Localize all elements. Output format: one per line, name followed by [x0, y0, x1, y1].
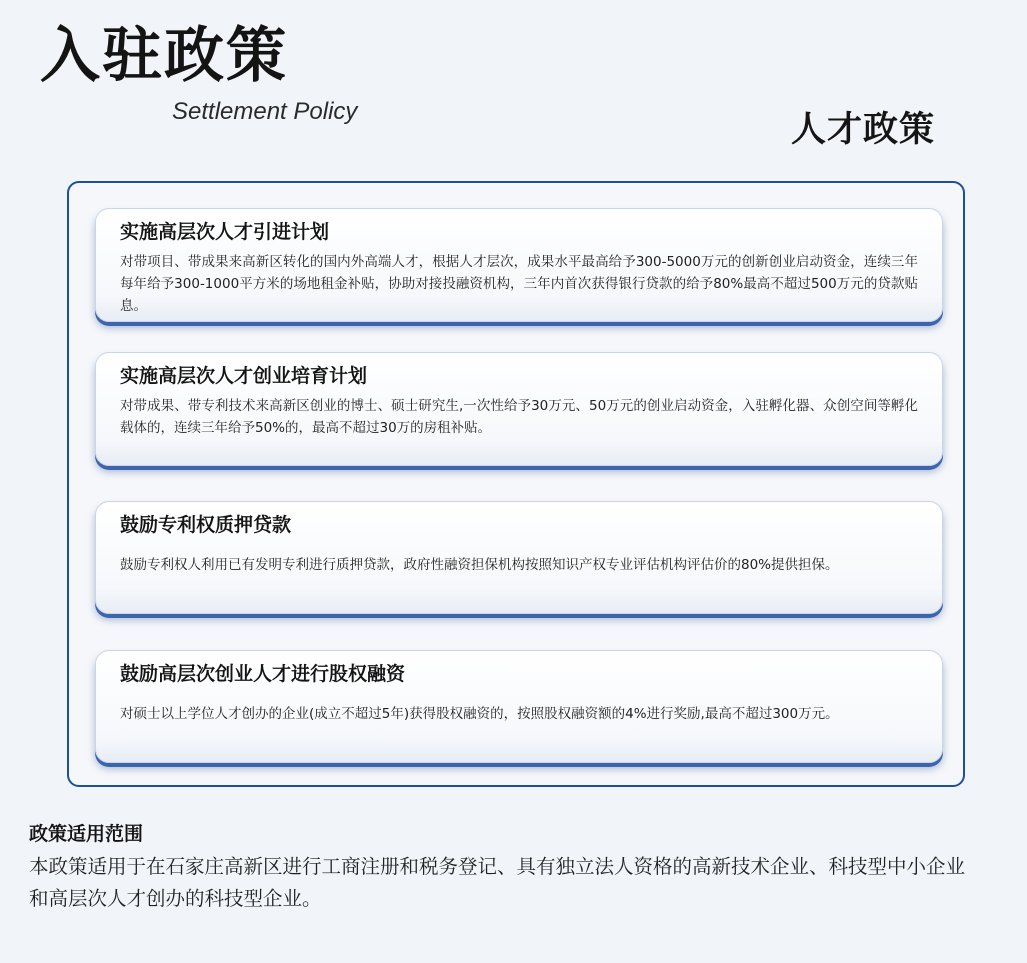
- policy-card-title: 实施高层次人才创业培育计划: [120, 365, 368, 387]
- policy-card-talent-introduction: [95, 208, 943, 322]
- policy-card-body: 对带成果、带专利技术来高新区创业的博士、硕士研究生,一次性给予30万元、50万元的创业启动资金，入驻孵化器、众创空间等孵化载体的，连续三年给予50%的，最高不超过30万的房租补贴。: [120, 398, 918, 436]
- page-subtitle: Settlement Policy: [172, 98, 358, 125]
- section-heading: 人才政策: [790, 110, 935, 150]
- policy-card-equity-financing: [95, 650, 943, 763]
- policy-card-title: 鼓励高层次创业人才进行股权融资: [120, 663, 406, 685]
- policy-card-title: 实施高层次人才引进计划: [120, 221, 330, 243]
- policy-card-patent-pledge-loan: [95, 501, 943, 614]
- scope-text: 本政策适用于在石家庄高新区进行工商注册和税务登记、具有独立法人资格的高新技术企业、科技型中小企业和高层次人才创办的科技型企业。: [29, 855, 966, 910]
- policy-card-body: 对带项目、带成果来高新区转化的国内外高端人才，根据人才层次，成果水平最高给予300-5000万元的创新创业启动资金，连续三年每年给予300-1000平方米的场地租金补贴，协助对接投融资机构，三年内首次获得银行贷款的给予80%最高不超过500万元的贷款贴息。: [120, 254, 918, 314]
- policy-card-title: 鼓励专利权质押贷款: [120, 514, 292, 536]
- page-title: 入驻政策: [40, 21, 288, 91]
- policy-card-startup-incubation: [95, 352, 943, 466]
- policy-card-body: 鼓励专利权人利用已有发明专利进行质押贷款，政府性融资担保机构按照知识产权专业评估机构评估价的80%提供担保。: [120, 557, 839, 573]
- scope-heading: 政策适用范围: [29, 823, 144, 845]
- policy-card-body: 对硕士以上学位人才创办的企业(成立不超过5年)获得股权融资的，按照股权融资额的4%进行奖励,最高不超过300万元。: [120, 706, 839, 722]
